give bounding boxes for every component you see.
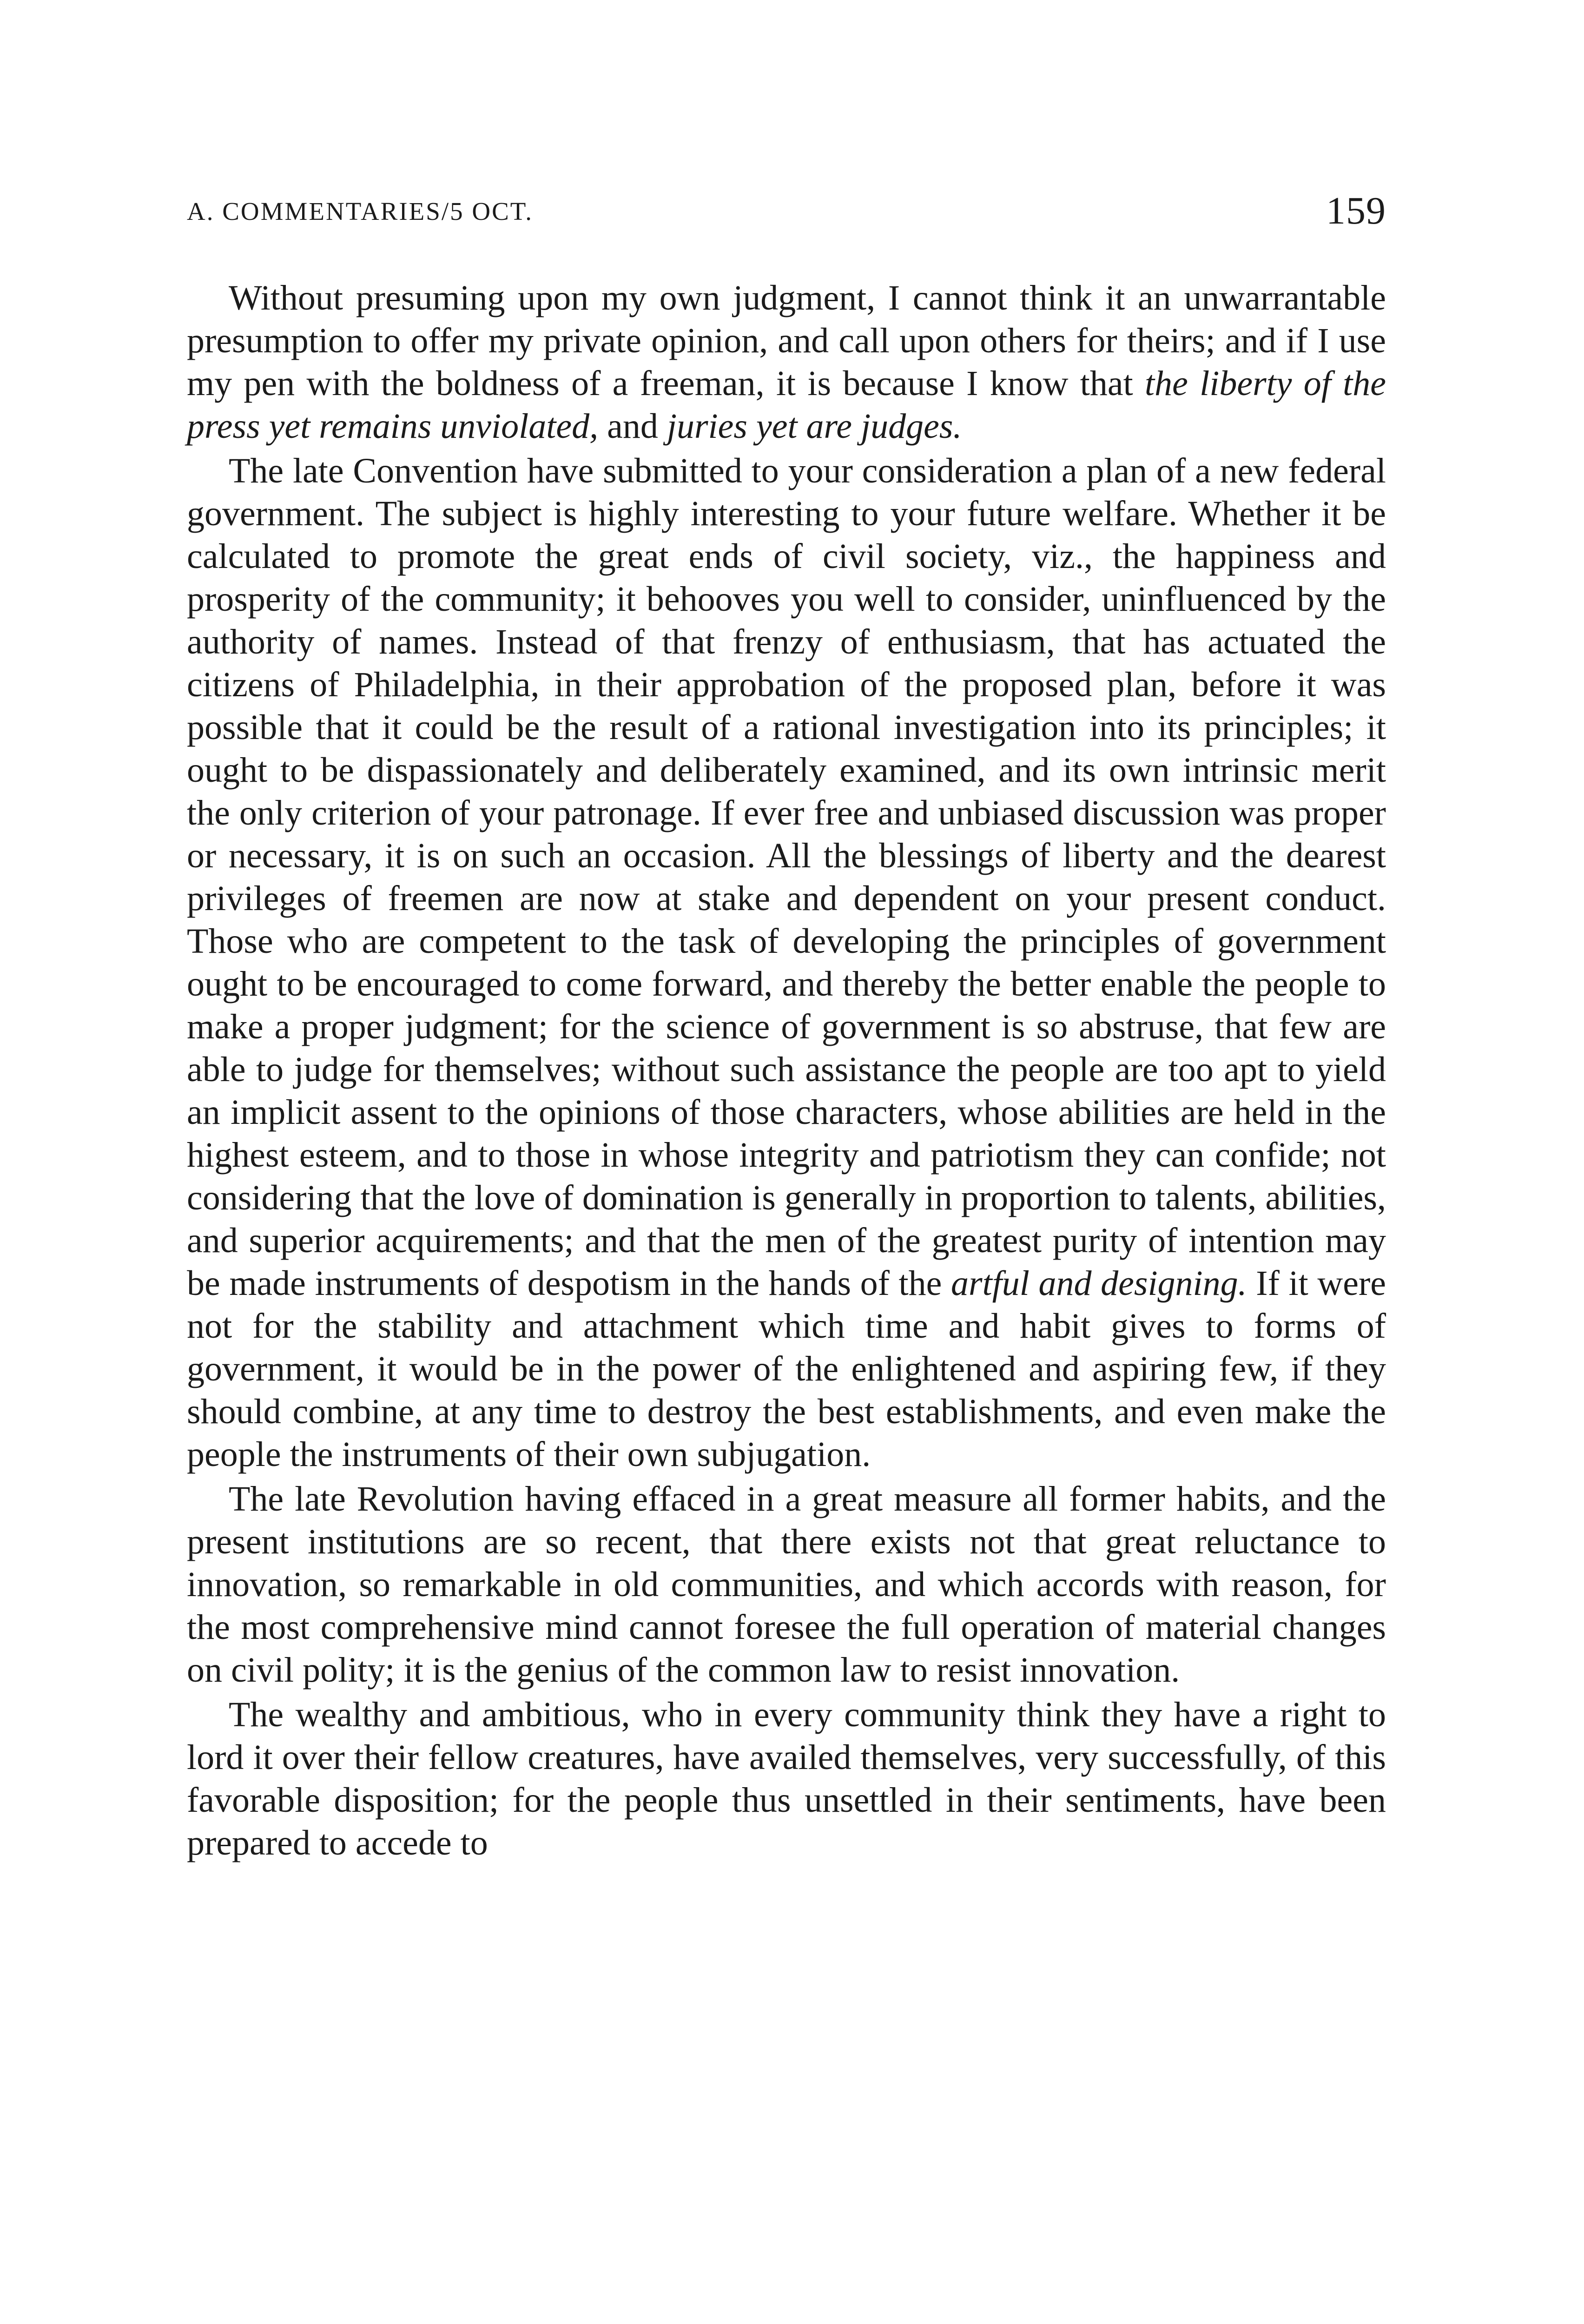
text-segment: The late Revolution having effaced in a great measure all former habits, and the present institutions are so recent, that there exists not that great reluctance to innovation, so remarkable in old communities, and which accords with reason, for the most comprehensive mind cannot foresee the full operation of material changes on civil polity; it is the genius of the common law to resist innovation. <box>187 1479 1386 1690</box>
paragraph-2 <box>187 449 1386 1476</box>
italic-segment: juries yet are judges. <box>667 407 962 446</box>
text-segment: and <box>598 407 667 446</box>
text-segment: Without presuming upon my own judgment, I cannot think it an unwarrantable presumption to offer my private opinion, and call upon others for theirs; and if I use my pen with the boldness of a freeman, it is because I know that <box>187 278 1386 403</box>
italic-segment: the liberty of the press yet remains unviolated, <box>187 364 1386 446</box>
text-segment: The late Convention have submitted to your consideration a plan of a new federal government. The subject is highly interesting to your future welfare. Whether it be calculated to promote the great ends of civil society, viz., the happiness and prosperity of the community; it behooves you well to consider, uninfluenced by the authority of names. Instead of that frenzy of enthusiasm, that has actuated the citizens of Philadelphia, in their approbation of the proposed plan, before it was possible that it could be the result of a rational investigation into its principles; it ought to be dispassionately and deliberately examined, and its own intrinsic merit the only criterion of your patronage. If ever free and unbiased discussion was proper or necessary, it is on such an occasion. All the blessings of liberty and the dearest privileges of freemen are now at stake and dependent on your present conduct. Those who are competent to the task of developing the principles of government ought to be encouraged to come forward, and thereby the better enable the people to make a proper judgment; for the science of government is so abstruse, that few are able to judge for themselves; without such assistance the people are too apt to yield an implicit assent to the opinions of those characters, whose abilities are held in the highest esteem, and to those in whose integrity and patriotism they can confide; not considering that the love of domination is generally in proportion to talents, abilities, and superior acquirements; and that the men of the greatest purity of intention may be made instruments of despotism in the hands of the <box>187 451 1386 1303</box>
text-segment: The wealthy and ambitious, who in every community think they have a right to lord it over their fellow creatures, have availed themselves, very successfully, of this favorable disposition; for the people thus unsettled in their sentiments, have been prepared to accede to <box>187 1695 1386 1862</box>
running-head-title: A. COMMENTARIES/5 OCT. <box>187 197 534 225</box>
running-head <box>187 188 1386 230</box>
paragraph-3 <box>187 1478 1386 1691</box>
text-segment: If it were not for the stability and attachment which time and habit gives to forms of government, it would be in the power of the enlightened and aspiring few, if they should combine, at any time to destroy the best establishments, and even make the people the instruments of their own subjugation. <box>187 1264 1386 1474</box>
paragraph-1 <box>187 277 1386 448</box>
body-text <box>187 277 1386 1864</box>
italic-segment: artful and designing. <box>951 1264 1247 1303</box>
paragraph-4 <box>187 1693 1386 1864</box>
page-number: 159 <box>1326 189 1386 232</box>
